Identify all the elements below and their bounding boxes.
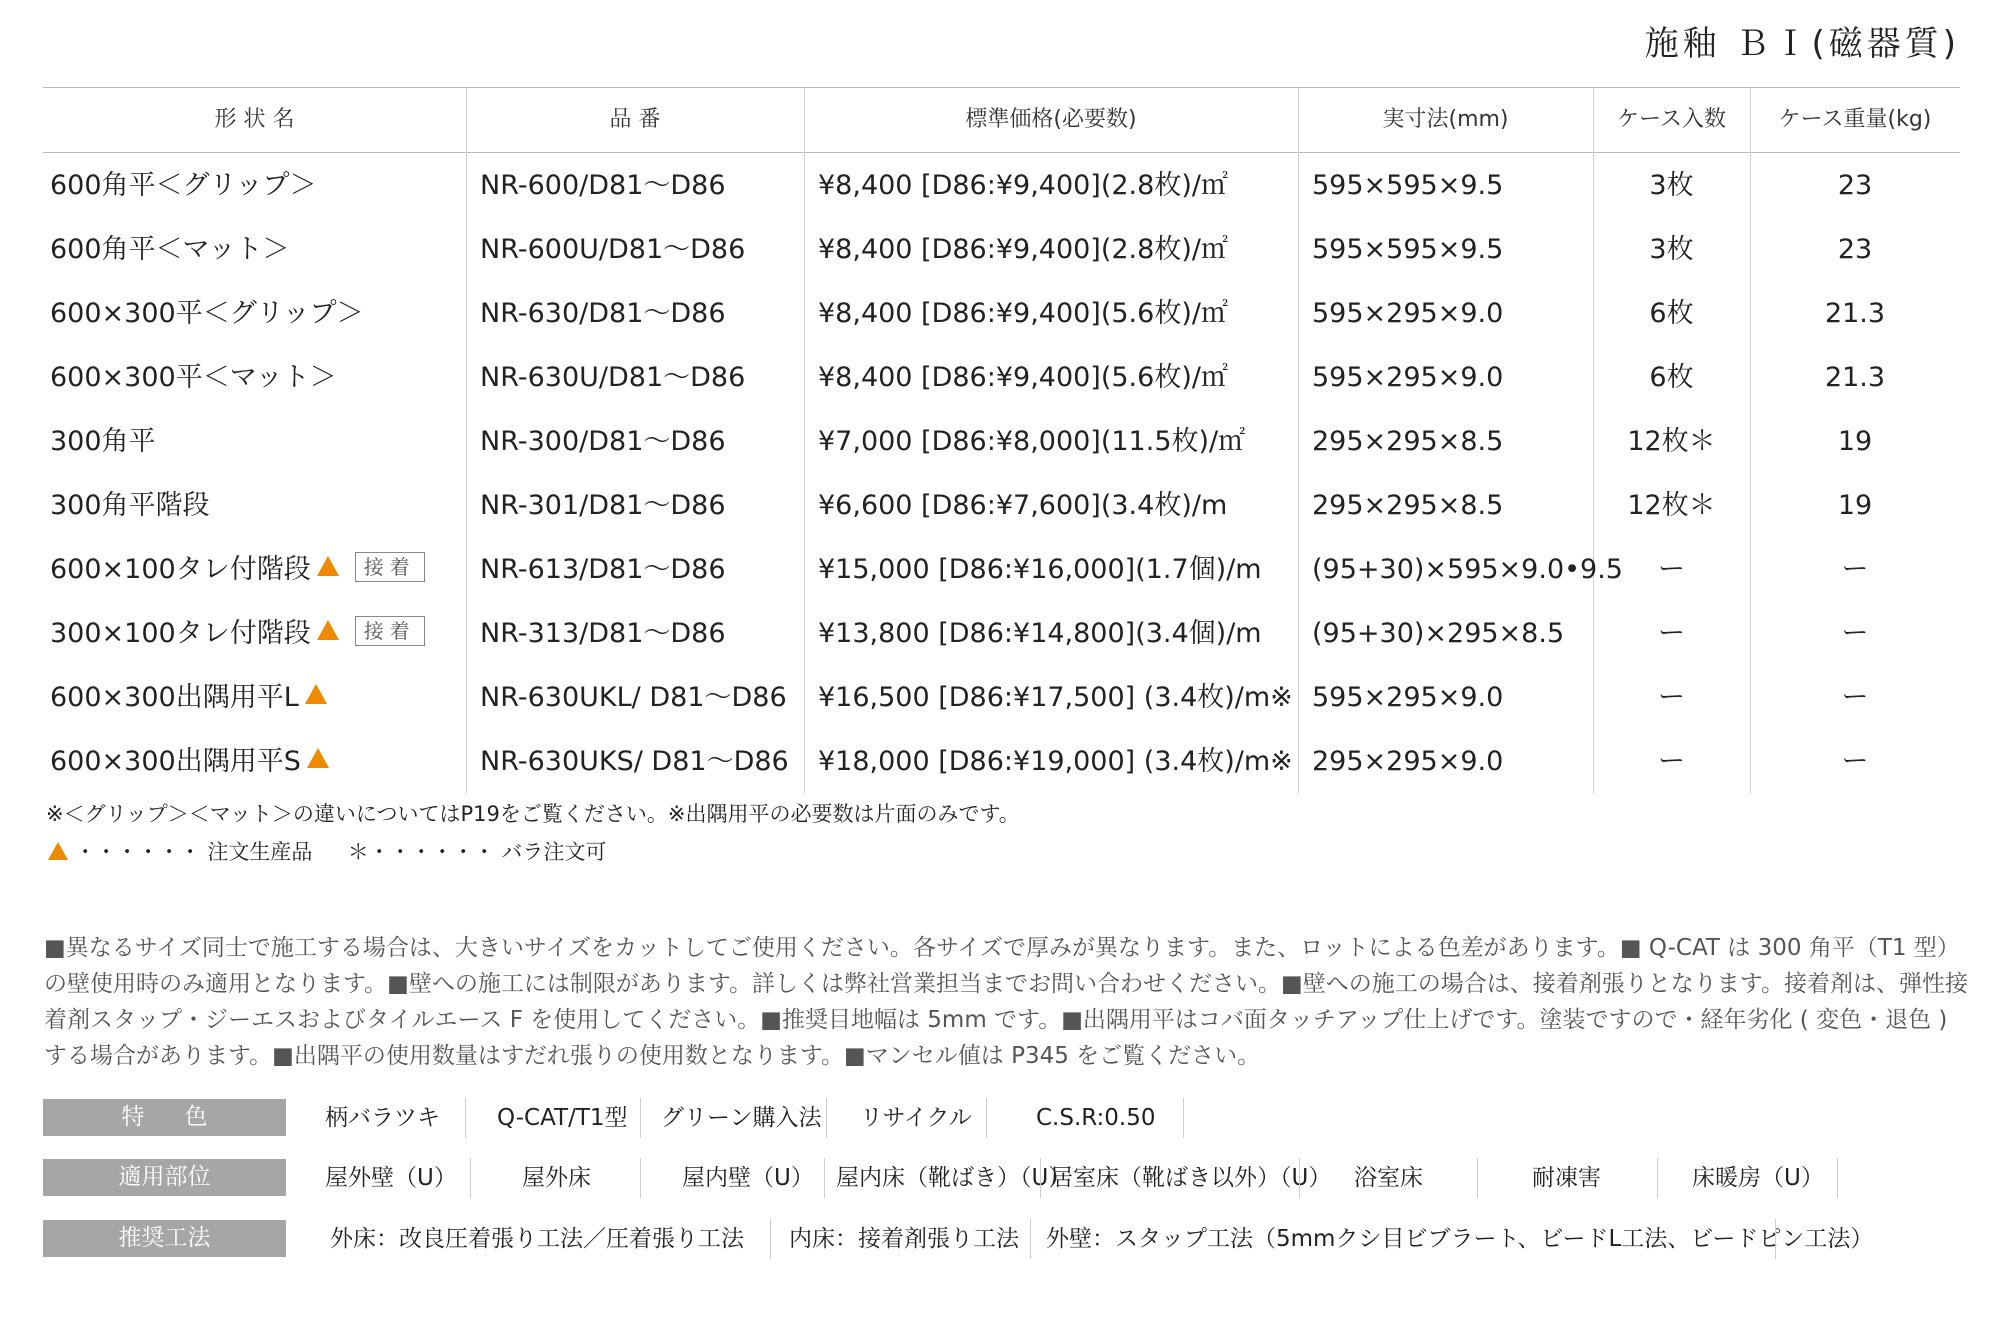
order-made-triangle-icon bbox=[317, 556, 339, 576]
cell-case-quantity-text: 6枚 bbox=[1649, 362, 1694, 393]
item-divider bbox=[986, 1098, 987, 1138]
features-item: リサイクル bbox=[860, 1105, 972, 1131]
cell-shape-text: 600角平＜グリップ＞ bbox=[50, 170, 317, 201]
features-item: Q-CAT/T1型 bbox=[497, 1105, 628, 1131]
applications-item: 居室床（靴ばき以外）（U） bbox=[1050, 1165, 1332, 1191]
cell-case-weight bbox=[1750, 474, 1960, 538]
table-row bbox=[0, 474, 2000, 538]
cell-case-quantity-text: 12枚＊ bbox=[1627, 490, 1716, 521]
methods-label: 推奨工法 bbox=[43, 1220, 286, 1257]
description-paragraph: ■異なるサイズ同士で施工する場合は、大きいサイズをカットしてご使用ください。各サイズで厚みが異なります。また、ロットによる色差があります。■ Q-CAT は 300 角平（T1 型）の壁使用時のみ適用となります。■壁への施工には制限があります。詳しくは弊社営業担当までお問い合わせください。■壁への施工の場合は、接着剤張りとなります。接着剤は、弾性接着剤スタップ・ジーエスおよびタイルエース F を使用してください。■推奨目地幅は 5mm です。■出隅用平はコバ面タッチアップ仕上げです。塗装ですので・経年劣化 ( 変色・退色 ) する場合があります。■出隅平の使用数量はすだれ張りの使用数となります。■マンセル値は P345 をご覧ください。 bbox=[44, 935, 1968, 1069]
cell-size-text: 595×295×9.0 bbox=[1312, 682, 1504, 713]
cell-price-text: ¥13,800 [D86:¥14,800](3.4個)/m bbox=[818, 618, 1262, 649]
cell-size-text: 595×295×9.0 bbox=[1312, 298, 1504, 329]
features-item: C.S.R:0.50 bbox=[1036, 1105, 1156, 1131]
cell-price bbox=[818, 410, 1296, 474]
cell-code-text: NR-600/D81〜D86 bbox=[480, 170, 726, 201]
adhesive-badge: 接着 bbox=[355, 552, 425, 582]
cell-shape bbox=[50, 474, 460, 538]
applications-item: 床暖房（U） bbox=[1692, 1165, 1824, 1191]
cell-price bbox=[818, 602, 1296, 666]
cell-size-text: 595×295×9.0 bbox=[1312, 362, 1504, 393]
header-standard-price: 標準価格(必要数) bbox=[965, 107, 1137, 132]
cell-case-quantity bbox=[1593, 346, 1750, 410]
cell-case-weight bbox=[1750, 282, 1960, 346]
cell-price-text: ¥8,400 [D86:¥9,400](2.8枚)/㎡ bbox=[818, 170, 1228, 201]
cell-shape bbox=[50, 602, 460, 666]
cell-size-text: 595×595×9.5 bbox=[1312, 170, 1504, 201]
cell-case-weight-text: 19 bbox=[1837, 426, 1873, 457]
item-divider bbox=[1183, 1098, 1184, 1138]
cell-code-text: NR-630U/D81〜D86 bbox=[480, 362, 746, 393]
order-made-triangle-icon bbox=[305, 684, 327, 704]
item-divider bbox=[770, 1219, 771, 1259]
cell-price bbox=[818, 154, 1296, 218]
table-row bbox=[0, 538, 2000, 602]
cell-size bbox=[1312, 154, 1592, 218]
item-divider bbox=[1030, 1219, 1031, 1259]
item-divider bbox=[640, 1158, 641, 1198]
item-divider bbox=[824, 1158, 825, 1198]
cell-price-text: ¥16,500 [D86:¥17,500] (3.4枚)/m※ bbox=[818, 682, 1293, 713]
order-made-triangle-icon bbox=[48, 842, 68, 860]
features-item: 柄バラツキ bbox=[325, 1105, 440, 1131]
table-row bbox=[0, 730, 2000, 794]
cell-case-quantity-text: 3枚 bbox=[1649, 234, 1694, 265]
cell-shape bbox=[50, 282, 460, 346]
cell-shape-text: 600×300平＜マット＞ bbox=[50, 362, 337, 393]
category-title: 施釉 ＢＩ(磁器質) bbox=[1644, 24, 1960, 64]
cell-case-quantity bbox=[1593, 602, 1750, 666]
cell-code-text: NR-630UKL/ D81〜D86 bbox=[480, 682, 787, 713]
cell-case-weight bbox=[1750, 730, 1960, 794]
cell-case-weight-text: 19 bbox=[1837, 490, 1873, 521]
cell-case-quantity-text: ー bbox=[1658, 682, 1685, 713]
features-label: 特色 bbox=[43, 1099, 286, 1136]
cell-code-text: NR-630/D81〜D86 bbox=[480, 298, 726, 329]
cell-case-quantity-text: 12枚＊ bbox=[1627, 426, 1716, 457]
table-row bbox=[0, 666, 2000, 730]
cell-case-weight bbox=[1750, 154, 1960, 218]
table-row bbox=[0, 602, 2000, 666]
cell-code bbox=[480, 218, 800, 282]
cell-case-weight bbox=[1750, 538, 1960, 602]
table-row bbox=[0, 410, 2000, 474]
cell-case-quantity bbox=[1593, 666, 1750, 730]
item-divider bbox=[1299, 1158, 1300, 1198]
cell-code bbox=[480, 154, 800, 218]
applications-item: 浴室床 bbox=[1354, 1165, 1423, 1191]
cell-code-text: NR-630UKS/ D81〜D86 bbox=[480, 746, 789, 777]
cell-shape bbox=[50, 346, 460, 410]
legend bbox=[48, 836, 606, 866]
methods-item: 内床：接着剤張り工法 bbox=[789, 1226, 1019, 1252]
item-divider bbox=[465, 1098, 466, 1138]
cell-code bbox=[480, 474, 800, 538]
item-divider bbox=[1837, 1158, 1838, 1198]
cell-case-quantity-text: ー bbox=[1658, 746, 1685, 777]
item-divider bbox=[470, 1158, 471, 1198]
cell-size-text: (95+30)×295×8.5 bbox=[1312, 618, 1565, 649]
cell-shape bbox=[50, 410, 460, 474]
table-row bbox=[0, 346, 2000, 410]
cell-shape-text: 600×100タレ付階段 bbox=[50, 554, 311, 585]
cell-size bbox=[1312, 218, 1592, 282]
cell-case-quantity bbox=[1593, 538, 1750, 602]
cell-price-text: ¥8,400 [D86:¥9,400](5.6枚)/㎡ bbox=[818, 362, 1228, 393]
cell-case-weight-text: ー bbox=[1841, 554, 1869, 585]
cell-shape-text: 300角平 bbox=[50, 426, 156, 457]
cell-size bbox=[1312, 602, 1592, 666]
cell-price-text: ¥6,600 [D86:¥7,600](3.4枚)/m bbox=[818, 490, 1228, 521]
table-footnote: ※＜グリップ＞＜マット＞の違いについてはP19をご覧ください。※出隅用平の必要数は片面のみです。 bbox=[46, 802, 1020, 826]
applications-item: 屋内壁（U） bbox=[682, 1165, 814, 1191]
cell-code-text: NR-313/D81〜D86 bbox=[480, 618, 726, 649]
cell-price bbox=[818, 538, 1296, 602]
cell-shape bbox=[50, 730, 460, 794]
applications-item: 耐凍害 bbox=[1532, 1165, 1601, 1191]
applications-item: 屋内床（靴ばき）（U） bbox=[836, 1165, 1072, 1191]
header-product-code: 品 番 bbox=[609, 107, 661, 132]
cell-case-weight-text: 23 bbox=[1837, 234, 1873, 265]
table-header-border bbox=[43, 152, 1960, 153]
cell-shape bbox=[50, 218, 460, 282]
cell-code bbox=[480, 410, 800, 474]
cell-case-weight-text: 21.3 bbox=[1824, 298, 1886, 329]
header-shape-name: 形 状 名 bbox=[214, 107, 295, 132]
features-item: グリーン購入法 bbox=[661, 1105, 822, 1131]
cell-case-quantity bbox=[1593, 282, 1750, 346]
applications-item: 屋外壁（U） bbox=[325, 1165, 457, 1191]
cell-code-text: NR-600U/D81〜D86 bbox=[480, 234, 746, 265]
cell-case-weight bbox=[1750, 666, 1960, 730]
legend-loose-order: ＊・・・・・・ バラ注文可 bbox=[347, 840, 607, 864]
cell-price-text: ¥8,400 [D86:¥9,400](2.8枚)/㎡ bbox=[818, 234, 1228, 265]
cell-shape bbox=[50, 154, 460, 218]
header-actual-size: 実寸法(mm) bbox=[1382, 107, 1509, 132]
cell-shape bbox=[50, 538, 460, 602]
cell-size-text: 295×295×8.5 bbox=[1312, 426, 1504, 457]
cell-shape-text: 600×300出隅用平S bbox=[50, 746, 301, 777]
cell-case-weight-text: 23 bbox=[1837, 170, 1873, 201]
cell-size-text: 295×295×9.0 bbox=[1312, 746, 1504, 777]
cell-price bbox=[818, 474, 1296, 538]
cell-price-text: ¥7,000 [D86:¥8,000](11.5枚)/㎡ bbox=[818, 426, 1246, 457]
cell-size-text: (95+30)×595×9.0•9.5 bbox=[1312, 554, 1623, 585]
methods-item: 外壁：スタップ工法（5mmクシ目ビブラート、ビードL工法、ビードピン工法） bbox=[1046, 1226, 1874, 1252]
cell-case-weight bbox=[1750, 346, 1960, 410]
cell-code bbox=[480, 282, 800, 346]
cell-size bbox=[1312, 730, 1592, 794]
cell-case-quantity-text: 6枚 bbox=[1649, 298, 1694, 329]
adhesive-badge: 接着 bbox=[355, 616, 425, 646]
cell-size bbox=[1312, 346, 1592, 410]
header-case-weight: ケース重量(kg) bbox=[1778, 107, 1932, 132]
item-divider bbox=[826, 1098, 827, 1138]
table-row bbox=[0, 218, 2000, 282]
cell-case-quantity bbox=[1593, 218, 1750, 282]
cell-case-weight-text: 21.3 bbox=[1824, 362, 1886, 393]
item-divider bbox=[1775, 1219, 1776, 1259]
cell-code-text: NR-301/D81〜D86 bbox=[480, 490, 726, 521]
cell-case-quantity-text: ー bbox=[1658, 618, 1685, 649]
cell-case-weight bbox=[1750, 602, 1960, 666]
order-made-triangle-icon bbox=[307, 748, 329, 768]
cell-case-quantity bbox=[1593, 730, 1750, 794]
cell-code-text: NR-300/D81〜D86 bbox=[480, 426, 726, 457]
cell-shape-text: 600角平＜マット＞ bbox=[50, 234, 290, 265]
cell-case-weight-text: ー bbox=[1841, 618, 1869, 649]
item-divider bbox=[640, 1098, 641, 1138]
cell-price-text: ¥15,000 [D86:¥16,000](1.7個)/m bbox=[818, 554, 1262, 585]
cell-price-text: ¥8,400 [D86:¥9,400](5.6枚)/㎡ bbox=[818, 298, 1228, 329]
cell-price bbox=[818, 346, 1296, 410]
cell-code bbox=[480, 730, 800, 794]
cell-case-quantity-text: 3枚 bbox=[1649, 170, 1694, 201]
cell-case-weight bbox=[1750, 410, 1960, 474]
methods-item: 外床：改良圧着張り工法／圧着張り工法 bbox=[330, 1226, 744, 1252]
item-divider bbox=[1040, 1158, 1041, 1198]
cell-price-text: ¥18,000 [D86:¥19,000] (3.4枚)/m※ bbox=[818, 746, 1293, 777]
cell-case-quantity-text: ー bbox=[1658, 554, 1685, 585]
cell-case-quantity bbox=[1593, 154, 1750, 218]
cell-case-quantity bbox=[1593, 474, 1750, 538]
cell-size bbox=[1312, 538, 1623, 602]
cell-shape-text: 300角平階段 bbox=[50, 490, 210, 521]
cell-code bbox=[480, 346, 800, 410]
cell-shape-text: 600×300出隅用平L bbox=[50, 682, 299, 713]
order-made-triangle-icon bbox=[317, 620, 339, 640]
cell-code bbox=[480, 538, 800, 602]
cell-case-weight-text: ー bbox=[1841, 682, 1869, 713]
item-divider bbox=[1477, 1158, 1478, 1198]
cell-price bbox=[818, 730, 1296, 794]
cell-size-text: 295×295×8.5 bbox=[1312, 490, 1504, 521]
cell-code bbox=[480, 666, 800, 730]
table-row bbox=[0, 282, 2000, 346]
cell-size bbox=[1312, 282, 1592, 346]
cell-price bbox=[818, 218, 1296, 282]
cell-case-weight-text: ー bbox=[1841, 746, 1869, 777]
legend-order-made: ・・・・・・ 注文生産品 bbox=[74, 840, 313, 864]
cell-code bbox=[480, 602, 800, 666]
applications-label: 適用部位 bbox=[43, 1159, 286, 1196]
header-case-quantity: ケース入数 bbox=[1617, 107, 1726, 132]
cell-price bbox=[818, 666, 1296, 730]
cell-size-text: 595×595×9.5 bbox=[1312, 234, 1504, 265]
cell-size bbox=[1312, 474, 1592, 538]
cell-shape-text: 600×300平＜グリップ＞ bbox=[50, 298, 364, 329]
item-divider bbox=[1657, 1158, 1658, 1198]
cell-shape-text: 300×100タレ付階段 bbox=[50, 618, 311, 649]
cell-size bbox=[1312, 410, 1592, 474]
cell-shape bbox=[50, 666, 460, 730]
table-row bbox=[0, 154, 2000, 218]
applications-item: 屋外床 bbox=[522, 1165, 591, 1191]
cell-case-quantity bbox=[1593, 410, 1750, 474]
cell-case-weight bbox=[1750, 218, 1960, 282]
cell-code-text: NR-613/D81〜D86 bbox=[480, 554, 726, 585]
cell-price bbox=[818, 282, 1296, 346]
cell-size bbox=[1312, 666, 1592, 730]
